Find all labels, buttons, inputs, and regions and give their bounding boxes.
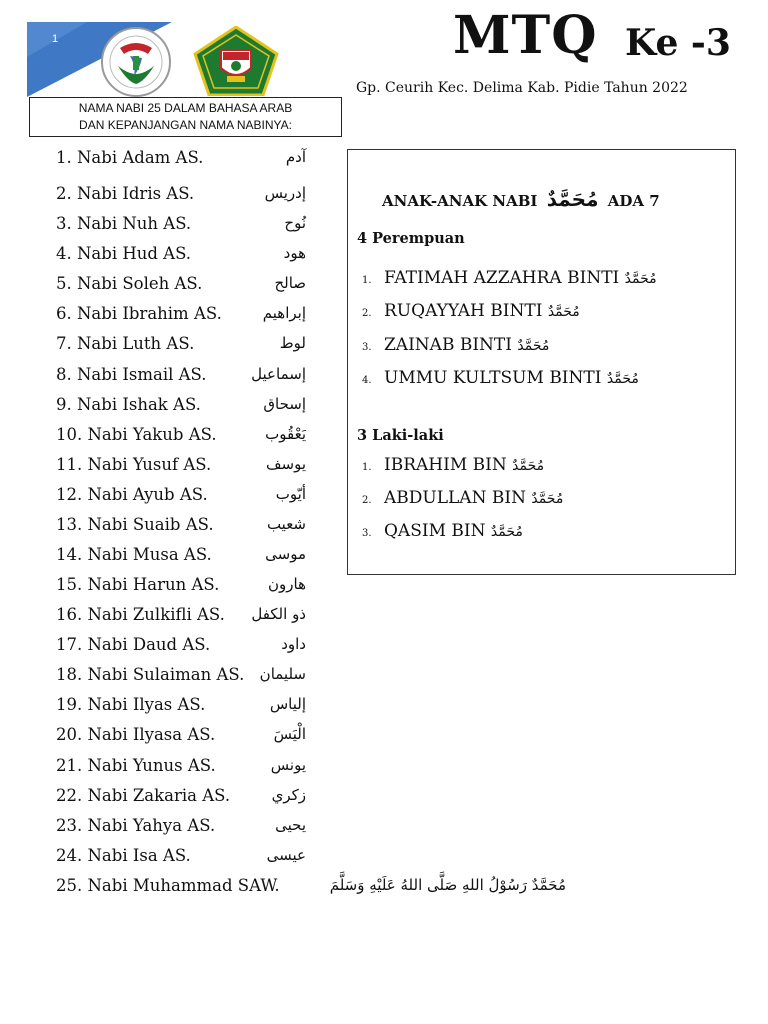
mtq-logo-emblem — [193, 26, 279, 96]
list-item: 4. Nabi Hud AS. هود — [56, 244, 306, 263]
daughters-heading: 4 Perempuan — [357, 230, 465, 247]
list-item: 25. Nabi Muhammad SAW. مُحَمَّدٌ رَسُوْلُ اللهِ صَلَّى اللهُ عَلَيْهِ وَسَلَّمَ — [56, 876, 566, 895]
list-item: 8. Nabi Ismail AS. إسماعيل — [56, 365, 306, 384]
list-item: 3. ZAINAB BINTI مُحَمَّدٌ — [362, 335, 550, 355]
children-box-title: ANAK-ANAK NABI مُحَمَّدٌ ADA 7 — [382, 187, 660, 211]
list-item: 21. Nabi Yunus AS. يونس — [56, 756, 306, 775]
page-number: 1 — [52, 33, 59, 45]
list-item: 24. Nabi Isa AS. عيسى — [56, 846, 306, 865]
list-item: 4. UMMU KULTSUM BINTI مُحَمَّدٌ — [362, 368, 639, 388]
list-item: 22. Nabi Zakaria AS. زكري — [56, 786, 306, 805]
list-item: 12. Nabi Ayub AS. أيّوب — [56, 485, 306, 504]
event-subtitle: Gp. Ceurih Kec. Delima Kab. Pidie Tahun 2022 — [356, 80, 688, 96]
heading-line-2: DAN KEPANJANGAN NAMA NABINYA: — [79, 118, 292, 132]
school-logo-emblem — [100, 26, 172, 98]
list-item: 1. IBRAHIM BIN مُحَمَّدٌ — [362, 455, 545, 475]
list-item: 3. Nabi Nuh AS. نُوح — [56, 214, 306, 233]
heading-line-1: NAMA NABI 25 DALAM BAHASA ARAB — [78, 101, 293, 115]
page-title: MTQ — [453, 5, 598, 66]
list-item: 17. Nabi Daud AS. داود — [56, 635, 306, 654]
list-item: 14. Nabi Musa AS. موسى — [56, 545, 306, 564]
list-item: 18. Nabi Sulaiman AS. سليمان — [56, 665, 306, 684]
list-item: 1. FATIMAH AZZAHRA BINTI مُحَمَّدٌ — [362, 268, 657, 288]
list-item: 15. Nabi Harun AS. هارون — [56, 575, 306, 594]
list-item: 7. Nabi Luth AS. لوط — [56, 334, 306, 353]
list-item: 23. Nabi Yahya AS. يحيى — [56, 816, 306, 835]
list-item: 1. Nabi Adam AS. آدم — [56, 148, 306, 167]
list-item: 19. Nabi Ilyas AS. إلياس — [56, 695, 306, 714]
list-item: 10. Nabi Yakub AS. يَعْقُوب — [56, 425, 306, 444]
list-item: 9. Nabi Ishak AS. إسحاق — [56, 395, 306, 414]
list-item: 2. Nabi Idris AS. إدريس — [56, 184, 306, 203]
list-item: 2. ABDULLAN BIN مُحَمَّدٌ — [362, 488, 564, 508]
list-item: 3. QASIM BIN مُحَمَّدٌ — [362, 521, 523, 541]
list-item: 5. Nabi Soleh AS. صالح — [56, 274, 306, 293]
list-item: 11. Nabi Yusuf AS. يوسف — [56, 455, 306, 474]
sons-heading: 3 Laki-laki — [357, 427, 444, 444]
page-title-suffix: Ke -3 — [625, 22, 731, 64]
list-item: 2. RUQAYYAH BINTI مُحَمَّدٌ — [362, 301, 580, 321]
list-heading-box — [29, 97, 342, 137]
children-box — [347, 149, 736, 575]
list-item: 16. Nabi Zulkifli AS. ذو الكفل — [56, 605, 306, 624]
list-item: 20. Nabi Ilyasa AS. الْيَسَ — [56, 725, 306, 744]
list-item: 6. Nabi Ibrahim AS. إبراهيم — [56, 304, 306, 323]
list-item: 13. Nabi Suaib AS. شعيب — [56, 515, 306, 534]
